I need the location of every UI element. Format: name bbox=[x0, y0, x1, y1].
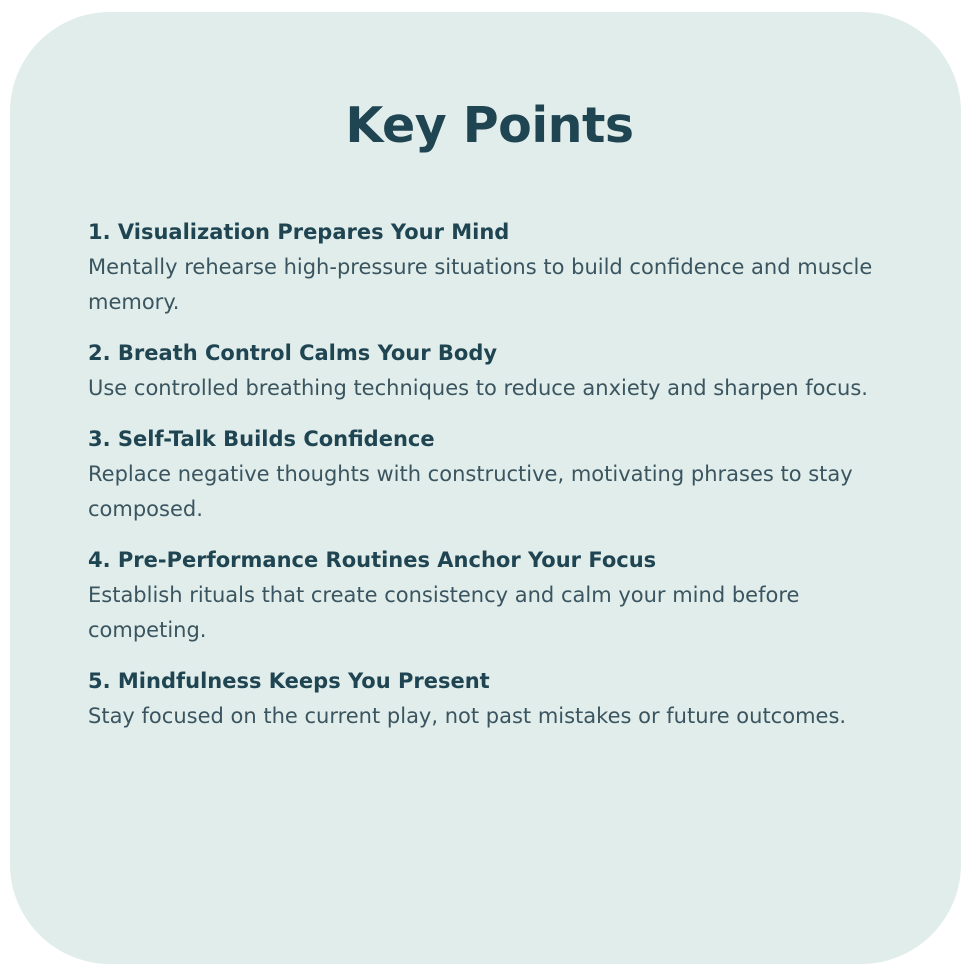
key-point-item bbox=[88, 421, 898, 527]
key-point-heading: 2. Breath Control Calms Your Body bbox=[88, 341, 498, 365]
key-point-description: Stay focused on the current play, not past mistakes or future outcomes. bbox=[88, 704, 847, 728]
key-point-description: Establish rituals that create consistency and calm your mind before competing. bbox=[88, 583, 800, 642]
key-point-heading: 4. Pre-Performance Routines Anchor Your Focus bbox=[88, 548, 657, 572]
key-point-item bbox=[88, 542, 898, 648]
key-point-description: Use controlled breathing techniques to reduce anxiety and sharpen focus. bbox=[88, 376, 868, 400]
key-points-list bbox=[88, 214, 898, 749]
key-point-item bbox=[88, 214, 898, 320]
card-title: Key Points bbox=[345, 97, 634, 154]
key-point-description: Replace negative thoughts with constructive, motivating phrases to stay composed. bbox=[88, 462, 853, 521]
key-point-heading: 3. Self-Talk Builds Confidence bbox=[88, 427, 435, 451]
key-point-item bbox=[88, 335, 898, 406]
key-point-description: Mentally rehearse high-pressure situations to build confidence and muscle memory. bbox=[88, 255, 873, 314]
key-point-heading: 5. Mindfulness Keeps You Present bbox=[88, 669, 490, 693]
key-point-heading: 1. Visualization Prepares Your Mind bbox=[88, 220, 510, 244]
key-point-item bbox=[88, 663, 898, 734]
